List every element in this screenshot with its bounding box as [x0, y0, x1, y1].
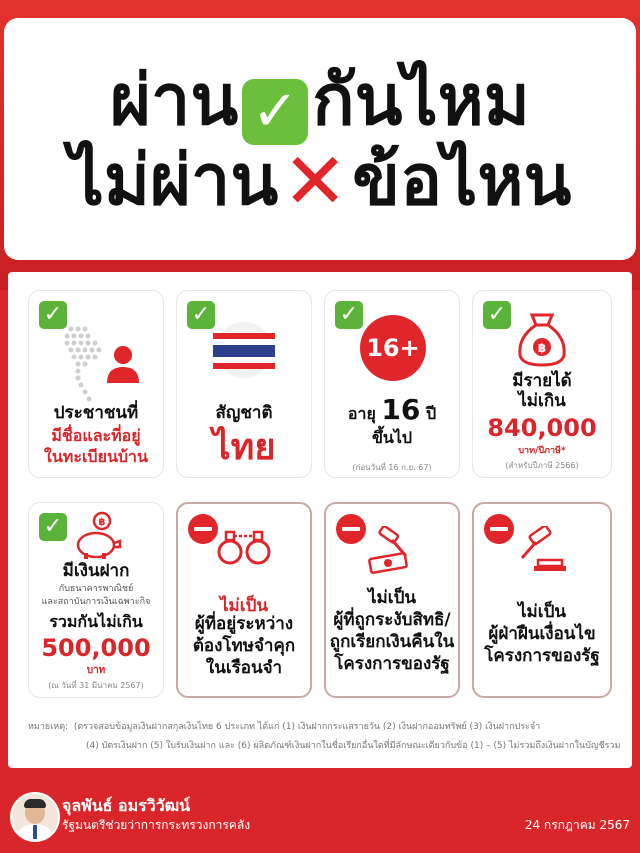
deposit-line2: รวมกันไม่เกิน	[49, 612, 143, 631]
svg-text:฿: ฿	[537, 341, 547, 355]
deposit-note: (ณ วันที่ 31 มีนาคม 2567)	[48, 681, 144, 690]
income-line2: ไม่เกิน	[518, 391, 566, 411]
prisoner-line2: ต้องโทษจำคุก	[192, 636, 296, 656]
nationality-card	[176, 290, 312, 478]
residence-line2: มีชื่อและที่อยู่	[51, 426, 141, 445]
nationality-label: สัญชาติ	[215, 403, 273, 423]
gavel-money-icon	[326, 526, 458, 578]
deposit-unit: บาท	[86, 665, 106, 676]
check-box-icon: ✓	[187, 301, 215, 329]
income-card	[472, 290, 612, 478]
official-role: รัฐมนตรีช่วยว่าการกระทรวงการคลัง	[62, 818, 251, 832]
piggy-bank-icon	[29, 511, 163, 565]
age-suffix: ปี	[425, 404, 437, 423]
title-fail-text: ไม่ผ่าน	[68, 139, 279, 221]
income-unit: บาท/ปีภาษี*	[518, 446, 566, 456]
deposit-card	[28, 502, 164, 698]
revoked-head: ไม่เป็น	[368, 588, 416, 608]
svg-text:฿: ฿	[98, 517, 106, 528]
revoked-card	[324, 502, 460, 698]
nationality-value: ไทย	[212, 427, 276, 468]
prisoner-card	[176, 502, 312, 698]
prisoner-line1: ผู้ที่อยู่ระหว่าง	[194, 614, 294, 634]
deposit-line1: มีเงินฝาก	[62, 561, 130, 581]
income-note: (สำหรับปีภาษี 2566)	[505, 461, 579, 470]
title-line-2	[4, 137, 636, 227]
cross-mark-icon: ✕	[282, 137, 348, 227]
residence-line1: ประชาชนที่	[53, 403, 139, 423]
handcuffs-icon	[178, 526, 310, 574]
age-card	[324, 290, 460, 478]
residence-line3: ในทะเบียนบ้าน	[44, 447, 148, 466]
deposit-sub1: กับธนาคารพาณิชย์	[58, 584, 134, 594]
check-box-icon: ✓	[483, 301, 511, 329]
income-amount: 840,000	[487, 414, 597, 442]
age-line	[325, 395, 459, 429]
income-line1: มีรายได้	[512, 371, 572, 391]
avatar	[10, 792, 60, 842]
check-box-icon: ✓	[335, 301, 363, 329]
check-box-icon: ✓	[39, 301, 67, 329]
official-name: จุลพันธ์ อมรวิวัฒน์	[62, 796, 191, 815]
thailand-map-person-icon	[29, 321, 163, 415]
title-together-text: กันไหม	[312, 59, 530, 141]
violator-head: ไม่เป็น	[518, 602, 566, 622]
age-line2: ขึ้นไป	[371, 428, 413, 447]
violator-line1: ผู้ฝ่าฝืนเงื่อนไข	[488, 624, 596, 644]
violator-line2: โครงการของรัฐ	[484, 646, 600, 666]
revoked-line3: โครงการของรัฐ	[334, 654, 450, 674]
footnote-label: หมายเหตุ:	[28, 722, 69, 732]
gavel-icon	[474, 526, 610, 578]
age-note: (ก่อนวันที่ 16 ก.ย. 67)	[352, 463, 432, 472]
title-which-text: ข้อไหน	[352, 139, 572, 221]
title-pass-text: ผ่าน	[110, 59, 239, 141]
age-number: 16	[381, 393, 421, 426]
residence-card	[28, 290, 164, 478]
title-card	[4, 18, 636, 260]
money-bag-icon	[473, 311, 611, 371]
violator-card	[472, 502, 612, 698]
age-16-plus-badge: 16+	[360, 315, 426, 381]
revoked-line2: ถูกเรียกเงินคืนใน	[329, 632, 455, 652]
title-line-1	[4, 60, 636, 145]
prisoner-line3: ในเรือนจำ	[205, 658, 283, 678]
footnote-line2: (4) บัตรเงินฝาก (5) ใบรับเงินฝาก และ (6) ผลิตภัณฑ์เงินฝากในชื่อเรียกอื่นใดที่มีลักษณะเดียวกับข้อ (1) – (5) ไม่รวมถึงเงินฝากในบัญชีรวม	[86, 741, 621, 751]
footnote-line1: หมายเหตุ: (ตรวจสอบข้อมูลเงินฝากสกุลเงินไทย 6 ประเภท ได้แก่ (1) เงินฝากกระแสรายวัน (2) เงินฝากออมทรัพย์ (3) เงินฝากประจำ	[28, 722, 541, 732]
deposit-sub2: และสถาบันการเงินเฉพาะกิจ	[41, 597, 151, 607]
revoked-line1: ผู้ที่ถูกระงับสิทธิ/	[333, 610, 451, 630]
thai-flag-icon	[177, 321, 311, 383]
age-prefix: อายุ	[347, 404, 376, 423]
prisoner-head: ไม่เป็น	[220, 596, 268, 616]
post-date: 24 กรกฎาคม 2567	[524, 818, 630, 832]
deposit-amount: 500,000	[41, 634, 151, 662]
check-box-icon: ✓	[39, 513, 67, 541]
footnote	[28, 718, 628, 756]
check-mark-icon: ✓	[242, 79, 308, 145]
criteria-panel	[8, 272, 632, 768]
